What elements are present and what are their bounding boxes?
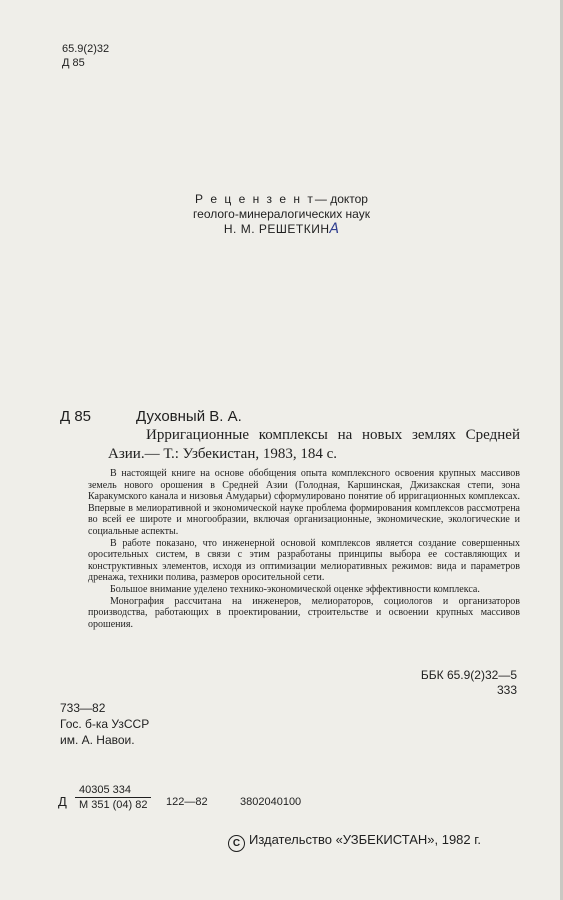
classification-block (62, 42, 109, 70)
reviewer-degree: геолого-минералогических наук (193, 207, 370, 221)
imprint-isbn: 3802040100 (240, 796, 302, 808)
abstract-paragraph: Монография рассчитана на инженеров, мелиораторов, социологов и организаторов производства, работающих в проектировании, строительстве и освоении крупных массивов орошения. (88, 595, 520, 630)
library-line-3: им. А. Навои. (60, 733, 135, 747)
library-stamp (60, 700, 149, 748)
imprint-numerator: 40305 334 (75, 784, 151, 798)
abstract (88, 468, 520, 630)
handwritten-ending: А (329, 221, 340, 237)
abstract-paragraph: В настоящей книге на основе обобщения опыта комплексного освоения крупных массивов земель нового орошения в Средней Азии (Голодная, Каршинская, Джизакская степи, зона Каракумского канала и низовья Амударьи) сформулировано понятие об ирригационных комплексах. Впервые в мелиоративной и экономической науке проблема формирования комплексов рассмотрена во всей ее широте и многообразии, включая организационные, экономические, экологические и социальные аспекты. (88, 468, 520, 537)
abstract-paragraph: Большое внимание уделено технико-экономической оценке эффективности комплекса. (110, 583, 480, 595)
reviewer-label: Р е ц е н з е н т (195, 192, 315, 206)
library-line-1: 733—82 (60, 701, 106, 715)
copyright-icon: C (228, 835, 245, 852)
author-mark: Д 85 (62, 57, 85, 69)
reviewer-name: Н. М. РЕШЕТКИН (223, 222, 330, 236)
library-line-2: Гос. б-ка УзССР (60, 717, 150, 731)
bbk-index (421, 668, 517, 698)
reviewer-role: — доктор (314, 192, 368, 206)
entry-title: Ирригационные комплексы на новых землях Средней Азии.— Т.: Узбекистан, 1983, 184 с. (108, 427, 520, 462)
bbk-line-1: ББК 65.9(2)32—5 (420, 668, 517, 682)
bbk-line-2: 333 (496, 683, 517, 697)
entry-mark: Д 85 (60, 408, 92, 425)
reviewer-block (0, 192, 563, 237)
abstract-paragraph: В работе показано, что инженерной основой комплексов является создание совершенных оросительных систем, в связи с этим разработаны принципы выбора ее составляющих и конструктивных элементов, исходя из оптимизации мелиоративных режимов: вида и параметров дренажа, техники полива, размеров оросительной сети. (88, 537, 520, 584)
entry-author: Духовный В. А. (136, 408, 242, 425)
udc-code: 65.9(2)32 (62, 43, 110, 55)
imprint-letter: Д (58, 794, 67, 809)
imprint-tail: 122—82 (166, 796, 208, 808)
imprint-fraction (75, 784, 151, 811)
copyright-line (228, 832, 481, 852)
reviewer-line-1 (0, 192, 563, 207)
copyright-text: Издательство «УЗБЕКИСТАН», 1982 г. (249, 832, 482, 847)
reviewer-name-line (0, 222, 563, 237)
imprint-denominator: М 351 (04) 82 (79, 799, 148, 811)
